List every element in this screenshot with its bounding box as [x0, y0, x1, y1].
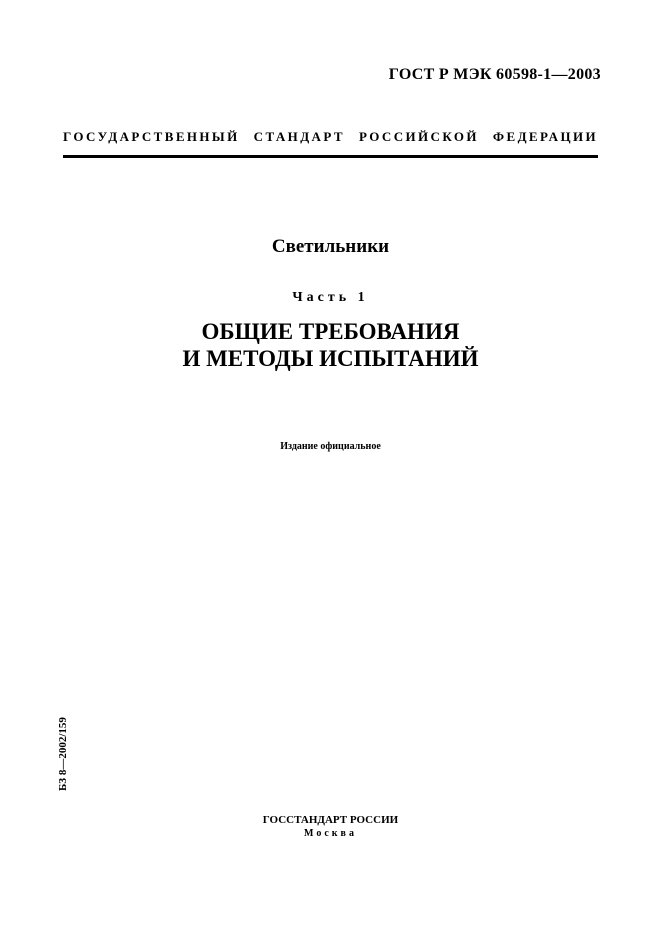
- side-registration-code: БЗ 8—2002/159: [57, 717, 69, 791]
- publisher-name: ГОССТАНДАРТ РОССИИ: [262, 814, 399, 826]
- document-subtitle: [0, 318, 661, 372]
- document-number: ГОСТ Р МЭК 60598-1—2003: [388, 66, 601, 83]
- document-title: Светильники: [271, 236, 390, 257]
- edition-label: Издание официальное: [280, 441, 381, 452]
- subtitle-line-2: И МЕТОДЫ ИСПЫТАНИЙ: [182, 346, 479, 371]
- state-standard-heading: ГОСУДАРСТВЕННЫЙ СТАНДАРТ РОССИЙСКОЙ ФЕДЕРАЦИИ: [63, 129, 598, 144]
- part-label: Часть 1: [292, 290, 369, 305]
- header-divider: [63, 155, 598, 158]
- publisher-city: Москва: [304, 828, 357, 839]
- subtitle-line-1: ОБЩИЕ ТРЕБОВАНИЯ: [201, 319, 460, 344]
